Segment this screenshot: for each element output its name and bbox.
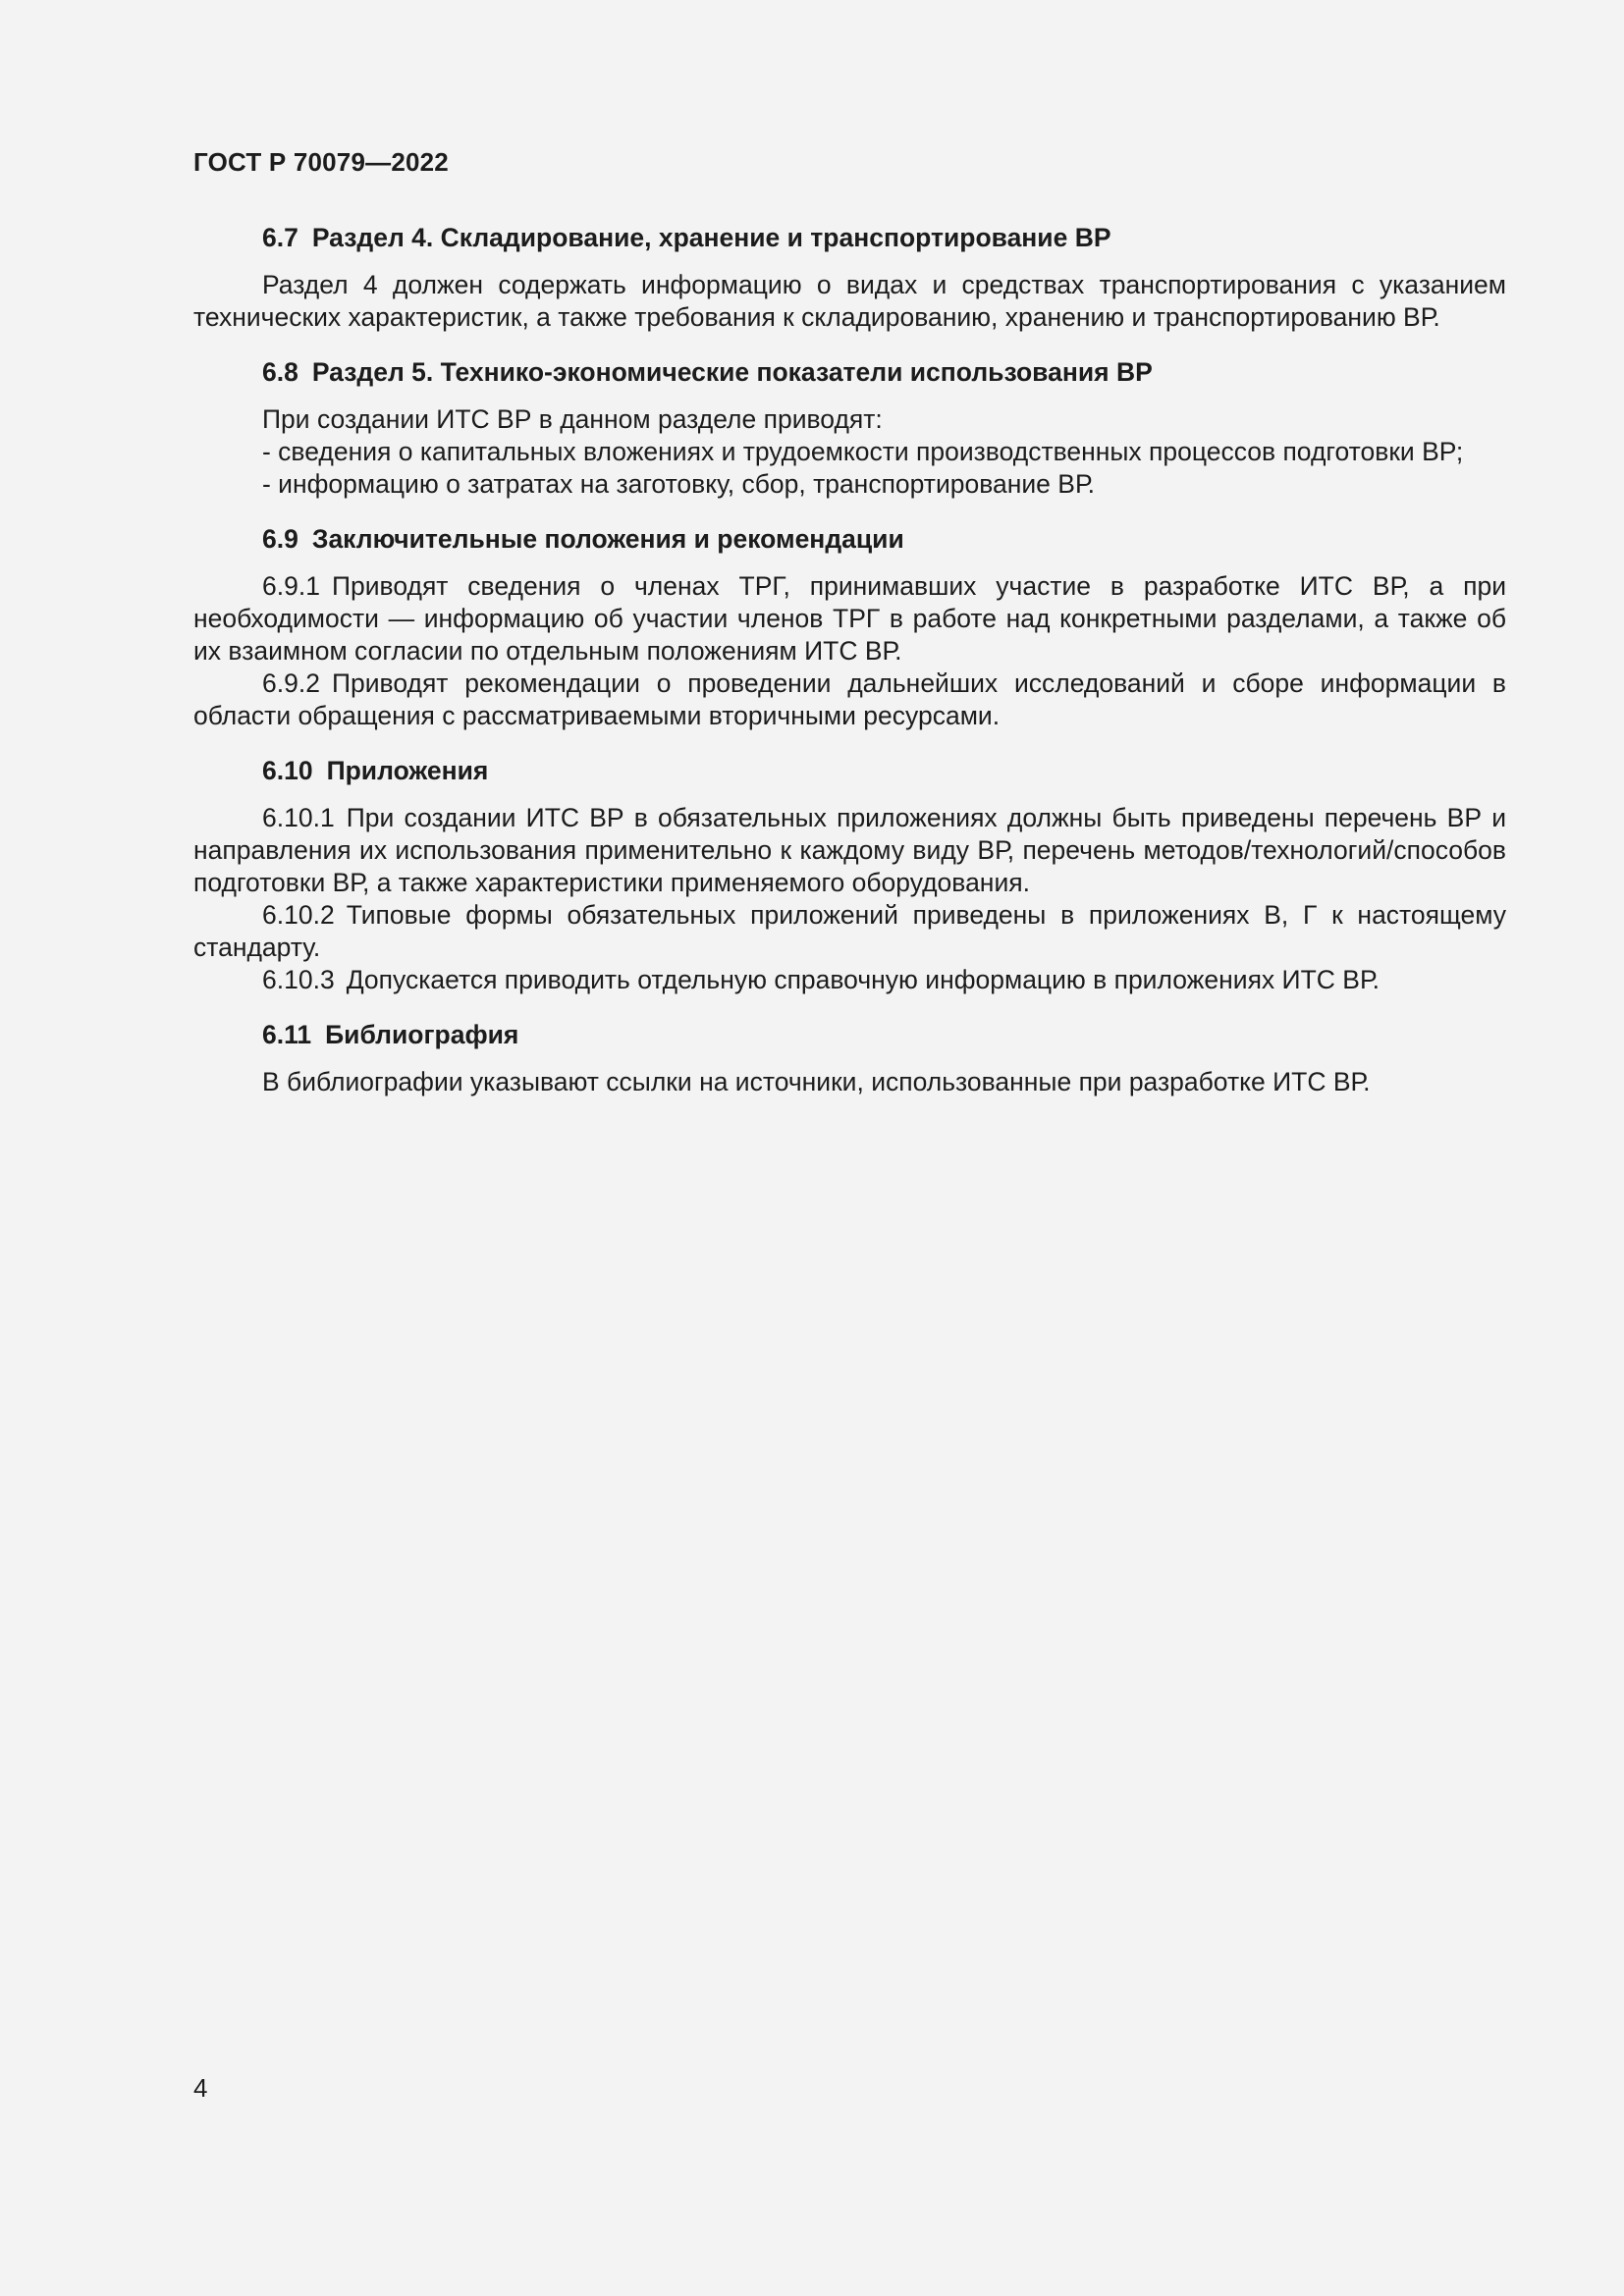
paragraph-number: 6.10.2 (262, 900, 335, 930)
paragraph: В библиографии указывают ссылки на источники, использованные при разработке ИТС ВР. (262, 1067, 1371, 1096)
page-number: 4 (193, 2073, 208, 2103)
paragraph-number: 6.10.3 (262, 965, 335, 994)
document-header: ГОСТ Р 70079—2022 (193, 147, 449, 177)
document-body (193, 222, 1506, 1121)
section-6-9 (193, 523, 1506, 732)
section-number: 6.11 (262, 1020, 312, 1049)
section-title: Заключительные положения и рекомендации (311, 524, 904, 554)
section-number: 6.7 (262, 223, 298, 252)
paragraph-text: При создании ИТС ВР в обязательных приложениях должны быть приведены перечень ВР и направления их использования применительно к каждому виду ВР, перечень методов/технологий/способов подготовки ВР, а также характеристики применяемого оборудования. (193, 803, 1506, 897)
section-heading (193, 523, 1506, 556)
paragraph-text: Типовые формы обязательных приложений приведены в приложениях В, Г к настоящему стандарту. (193, 900, 1506, 962)
list-item: - информацию о затратах на заготовку, сбор, транспортирование ВР. (262, 469, 1095, 499)
paragraph (193, 667, 1506, 732)
paragraph-number: 6.9.2 (262, 668, 320, 698)
paragraph: При создании ИТС ВР в данном разделе приводят: (262, 404, 883, 434)
paragraph (193, 899, 1506, 964)
section-6-8 (193, 356, 1506, 501)
section-title: Раздел 5. Технико-экономические показатели использования ВР (311, 357, 1153, 387)
section-title: Приложения (326, 756, 489, 785)
section-title: Библиография (325, 1020, 519, 1049)
section-number: 6.10 (262, 756, 313, 785)
section-heading (193, 356, 1506, 389)
section-title: Раздел 4. Складирование, хранение и транспортирование ВР (311, 223, 1111, 252)
section-6-7 (193, 222, 1506, 334)
paragraph-number: 6.10.1 (262, 803, 335, 832)
section-number: 6.9 (262, 524, 298, 554)
section-heading (193, 1019, 1506, 1051)
paragraph: Раздел 4 должен содержать информацию о видах и средствах транспортирования с указанием технических характеристик, а также требования к складированию, хранению и транспортированию ВР. (193, 270, 1506, 332)
section-number: 6.8 (262, 357, 298, 387)
section-heading (193, 222, 1506, 254)
section-6-10 (193, 755, 1506, 996)
paragraph (193, 802, 1506, 899)
paragraph-number: 6.9.1 (262, 571, 320, 601)
paragraph (193, 570, 1506, 667)
list-item: - сведения о капитальных вложениях и трудоемкости производственных процессов подготовки ВР; (262, 437, 1464, 466)
section-heading (193, 755, 1506, 787)
section-6-11 (193, 1019, 1506, 1098)
paragraph-text: Приводят сведения о членах ТРГ, принимавших участие в разработке ИТС ВР, а при необходимости — информацию об участии членов ТРГ в работе над конкретными разделами, а также об их взаимном согласии по отдельным положениям ИТС ВР. (193, 571, 1506, 666)
paragraph-text: Приводят рекомендации о проведении дальнейших исследований и сборе информации в области обращения с рассматриваемыми вторичными ресурсами. (193, 668, 1506, 730)
paragraph (193, 964, 1506, 996)
paragraph-text: Допускается приводить отдельную справочную информацию в приложениях ИТС ВР. (346, 965, 1380, 994)
